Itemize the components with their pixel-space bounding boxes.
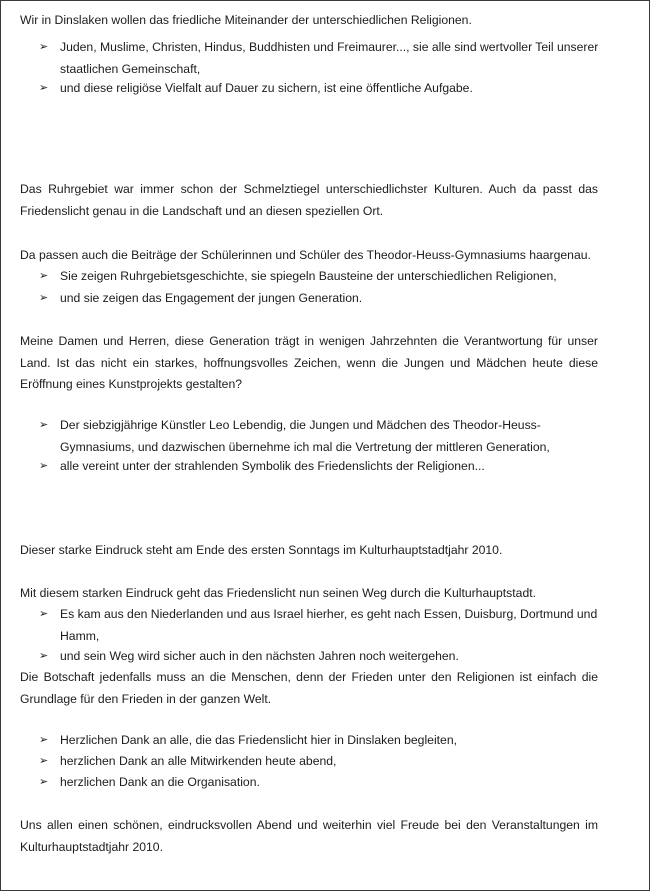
bullet-text: herzlichen Dank an alle Mitwirkenden heute abend, xyxy=(60,754,337,768)
bullet-item xyxy=(39,456,605,478)
arrow-bullet-icon: ➢ xyxy=(39,608,49,620)
bullet-item xyxy=(39,604,605,647)
bullet-text: und sie zeigen das Engagement der jungen Generation. xyxy=(60,291,363,305)
bullet-item xyxy=(39,78,605,100)
arrow-bullet-icon: ➢ xyxy=(39,82,49,94)
bullet-item xyxy=(39,266,605,288)
arrow-bullet-icon: ➢ xyxy=(39,755,49,767)
arrow-bullet-icon: ➢ xyxy=(39,292,49,304)
bullet-item xyxy=(39,37,605,80)
bullet-item xyxy=(39,730,605,752)
bullet-text: Herzlichen Dank an alle, die das Friedenslicht hier in Dinslaken begleiten, xyxy=(60,733,457,747)
paragraph-weg: Mit diesem starken Eindruck geht das Friedenslicht nun seinen Weg durch die Kulturhauptstadt. xyxy=(20,586,536,600)
bullet-item xyxy=(39,751,605,773)
paragraph-botschaft: Die Botschaft jedenfalls muss an die Menschen, denn der Frieden unter den Religionen ist einfach die Grundlage für den Frieden in der ganzen Welt. xyxy=(20,670,598,706)
paragraph-beitraege: Da passen auch die Beiträge der Schülerinnen und Schüler des Theodor-Heuss-Gymnasiums haargenau. xyxy=(20,248,591,262)
arrow-bullet-icon: ➢ xyxy=(39,41,49,53)
bullet-text: alle vereint unter der strahlenden Symbolik des Friedenslichts der Religionen... xyxy=(60,459,485,473)
bullet-text: Sie zeigen Ruhrgebietsgeschichte, sie spiegeln Bausteine der unterschiedlichen Religionen, xyxy=(60,269,557,283)
paragraph-intro: Wir in Dinslaken wollen das friedliche Miteinander der unterschiedlichen Religionen. xyxy=(20,13,472,27)
arrow-bullet-icon: ➢ xyxy=(39,776,49,788)
bullet-text: Es kam aus den Niederlanden und aus Israel hierher, es geht nach Essen, Duisburg, Dortmund und Hamm, xyxy=(60,607,598,643)
bullet-item xyxy=(39,772,605,794)
bullet-text: herzlichen Dank an die Organisation. xyxy=(60,775,260,789)
paragraph-eindruck: Dieser starke Eindruck steht am Ende des ersten Sonntags im Kulturhauptstadtjahr 2010. xyxy=(20,543,503,557)
bullet-item xyxy=(39,415,605,458)
bullet-text: und sein Weg wird sicher auch in den nächsten Jahren noch weitergehen. xyxy=(60,649,459,663)
arrow-bullet-icon: ➢ xyxy=(39,650,49,662)
arrow-bullet-icon: ➢ xyxy=(39,270,49,282)
paragraph-abschluss: Uns allen einen schönen, eindrucksvollen Abend und weiterhin viel Freude bei den Veranstaltungen im Kulturhauptstadtjahr 2010. xyxy=(20,818,598,854)
bullet-text: Der siebzigjährige Künstler Leo Lebendig, die Jungen und Mädchen des Theodor-Heuss-Gymnasiums, und dazwischen übernehme ich mal die Vertretung der mittleren Generation, xyxy=(60,418,550,454)
arrow-bullet-icon: ➢ xyxy=(39,734,49,746)
bullet-text: und diese religiöse Vielfalt auf Dauer zu sichern, ist eine öffentliche Aufgabe. xyxy=(60,81,473,95)
arrow-bullet-icon: ➢ xyxy=(39,419,49,431)
bullet-text: Juden, Muslime, Christen, Hindus, Buddhisten und Freimaurer..., sie alle sind wertvoller Teil unserer staatlichen Gemeinschaft, xyxy=(60,40,599,76)
bullet-item xyxy=(39,646,605,668)
arrow-bullet-icon: ➢ xyxy=(39,460,49,472)
paragraph-generation: Meine Damen und Herren, diese Generation trägt in wenigen Jahrzehnten die Verantwortung für unser Land. Ist das nicht ein starkes, hoffnungsvolles Zeichen, wenn die Jungen und Mädchen heute diese Eröffnung eines Kunstprojekts gestalten? xyxy=(20,334,598,391)
bullet-item xyxy=(39,288,605,310)
paragraph-ruhrgebiet: Das Ruhrgebiet war immer schon der Schmelztiegel unterschiedlichster Kulturen. Auch da passt das Friedenslicht genau in die Landschaft und an diesen speziellen Ort. xyxy=(20,182,598,218)
